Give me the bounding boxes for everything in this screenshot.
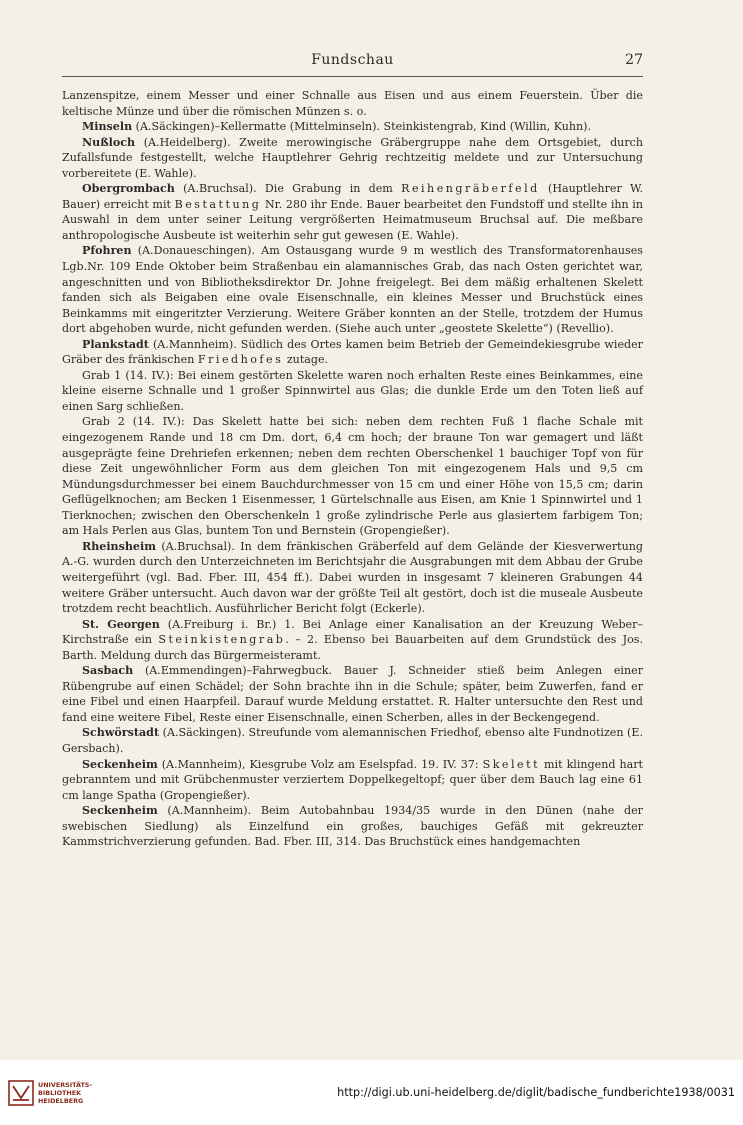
paragraph [62, 414, 643, 538]
paragraph [62, 119, 643, 135]
spaced-term: Skelett [482, 757, 541, 771]
library-logo[interactable] [8, 1078, 128, 1114]
place-name: Nußloch [82, 135, 136, 149]
paragraph-text: Lanzenspitze, einem Messer und einer Schnalle aus Eisen und aus einem Feuerstein. Über die keltische Münze und über die römischen Münzen s. o. [62, 89, 643, 118]
paragraph-text: (A.Mannheim). Beim Autobahnbau 1934/35 wurde in den Dünen (nahe der swebischen Siedlung) als Einzelfund ein großes, bauchiges Gefäß mit gekreuzter Kammstrichverzierung gefunden. Bad. Fber. III, 314. Das Bruchstück eines handgemachten [62, 804, 643, 849]
page-number: 27 [625, 52, 643, 68]
paragraph [62, 135, 643, 182]
paragraph [62, 368, 643, 415]
paragraph-text: (A.Donaueschingen). Am Ostausgang wurde 9 m westlich des Transformatorenhauses Lgb.Nr. 109 Ende Oktober beim Straßenbau ein alamannisches Grab, das nach Osten gerichtet war, angeschnitten und von Bibliotheksdirektor Dr. Johne freigelegt. Bei dem mäßig erhaltenen Skelett fanden sich als Beigaben eine ovale Eisenschnalle, ein kleines Messer und Bruchstück eines Beinkamms mit eingeritzter Verzierung. Weitere Gräber konnten an der Stelle, trotzdem der Humus dort abgehoben wurde, nicht gefunden werden. (Siehe auch unter „geostete Skelette“) (Revellio). [62, 244, 643, 336]
paragraph-text: (A.Säckingen). Streufunde vom alemannischen Friedhof, ebenso alte Fundnotizen (E. Gersbach). [62, 726, 643, 755]
header-rule [62, 76, 643, 77]
paragraph [62, 337, 643, 368]
viewer-footer [0, 1060, 743, 1125]
running-title: Fundschau [311, 52, 394, 68]
paragraph [62, 88, 643, 119]
paragraph [62, 617, 643, 664]
paragraph-text: . – 2. Ebenso bei Bauarbeiten auf dem Grundstück des Jos. Barth. Meldung durch das Bürgermeisteramt. [62, 633, 643, 662]
spaced-term: Bestattung [174, 197, 262, 211]
place-name: Obergrombach [82, 182, 175, 196]
paragraph-text: (Hauptlehrer W. Bauer) erreicht mit [62, 182, 643, 211]
paragraph [62, 539, 643, 617]
permalink-url[interactable]: http://digi.ub.uni-heidelberg.de/diglit/badische_fundberichte1938/0031 [337, 1086, 735, 1099]
place-name: Schwörstadt [82, 726, 160, 740]
paragraph-text: zutage. [283, 353, 329, 367]
paragraph-text: Grab 1 (14. IV.): Bei einem gestörten Skelette waren noch erhalten Reste eines Beinkammes, eine kleine eiserne Schnalle und 1 großer Spinnwirtel aus Glas; die dunkle Erde um den Toten ließ auf einen Sarg schließen. [62, 368, 643, 413]
place-name: Seckenheim [82, 804, 158, 818]
place-name: Rheinsheim [82, 539, 156, 553]
paragraph-text: (A.Freiburg i. Br.) 1. Bei Anlage einer Kanalisation an der Kreuzung Weber–Kirchstraße ein [62, 617, 643, 647]
spaced-term: Friedhofes [197, 353, 284, 367]
paragraph-text: (A.Heidelberg). Zweite merowingische Gräbergruppe nahe dem Ortsgebiet, durch Zufallsfunde festgestellt, welche Hauptlehrer Gehrig rechtzeitig meldete und zur Untersuchung vorbereitete (E. Wahle). [62, 135, 643, 180]
running-header [62, 52, 643, 76]
paragraph-text: (A.Bruchsal). Die Grabung in dem [174, 182, 402, 196]
paragraph-text: (A.Säckingen)–Kellermatte (Mittelminseln). Steinkistengrab, Kind (Willin, Kuhn). [132, 120, 592, 134]
paragraph [62, 663, 643, 725]
spaced-term: Reihengräberfeld [401, 182, 540, 196]
spaced-term: Steinkistengrab [158, 633, 286, 647]
paragraph [62, 181, 643, 243]
paragraph [62, 803, 643, 850]
place-name: Seckenheim [82, 757, 158, 771]
place-name: Sasbach [82, 664, 134, 678]
body-text [62, 88, 643, 850]
paragraph-text: (A.Mannheim), Kiesgrube Volz am Eselspfad. 19. IV. 37: [157, 757, 483, 771]
paragraph-text: (A.Bruchsal). In dem fränkischen Gräberfeld auf dem Gelände der Kiesverwertung A.-G. wurden durch den Unterzeichneten im Berichtsjahr die Ausgrabungen mit dem Abbau der Grube weitergeführt (vgl. Bad. Fber. III, 454 ff.). Dabei wurden in insgesamt 7 kleineren Grabungen 44 weitere Gräber untersucht. Auch davon war der größte Teil alt gestört, doch ist die museale Ausbeute trotzdem recht beachtlich. Ausführlicher Bericht folgt (Eckerle). [62, 539, 643, 616]
paragraph [62, 243, 643, 336]
paragraph-text: Grab 2 (14. IV.): Das Skelett hatte bei sich: neben dem rechten Fuß 1 flache Schale mit eingezogenem Rande und 18 cm Dm. dort, 6,4 cm hoch; der braune Ton war gemagert und läßt ausgeprägte feine Drehriefen erkennen; neben dem rechten Oberschenkel 1 bauchiger Topf von für diese Zeit ungewöhnlicher Form aus dem gleichen Ton mit eingezogenem Hals und 9,5 cm Mündungsdurchmesser bei einem Bauchdurchmesser von 15 cm und einer Höhe von 15,5 cm; darin Geflügelknochen; am Becken 1 Eisenmesser, 1 Gürtelschnalle aus Eisen, am Knie 1 Spinnwirtel und 1 Tierknochen; zwischen den Oberschenkeln 1 große zylindrische Perle aus glasiertem farbigem Ton; am Hals Perlen aus Glas, buntem Ton und Bernstein (Gropengießer). [62, 415, 643, 538]
paragraph-text: mit klingend hart gebranntem und mit Grübchenmuster verziertem Doppelkegeltopf; quer über dem Bauch lag eine 61 cm lange Spatha (Gropengießer). [62, 757, 643, 802]
place-name: Plankstadt [82, 337, 149, 351]
paragraph-text: Nr. 280 ihr Ende. Bauer bearbeitet den Fundstoff und stellte ihn in Auswahl in dem unter seiner Leitung vergrößerten Heimatmuseum Bruchsal auf. Die meßbare anthropologische Ausbeute ist weiterhin sehr gut gewesen (E. Wahle). [62, 197, 643, 242]
paragraph-text: (A.Emmendingen)–Fahrwegbuck. Bauer J. Schneider stieß beim Anlegen einer Rübengrube auf einen Schädel; der Sohn brachte ihn in die Schule; später, beim Zuwerfen, fand er eine Fibel und einen Haarpfeil. Darauf wurde Meldung erstattet. R. Halter untersuchte den Rest und fand eine weitere Fibel, Reste einer Eisenschnalle, einen Scherben, alles in der Beckengegend. [62, 664, 643, 724]
place-name: Minseln [82, 120, 133, 134]
place-name: St. Georgen [82, 617, 160, 631]
paragraph [62, 757, 643, 804]
seal-icon [8, 1080, 34, 1106]
logo-text: UNIVERSITÄTS- BIBLIOTHEK HEIDELBERG [38, 1081, 93, 1105]
paragraph [62, 725, 643, 756]
paragraph-text: (A.Mannheim). Südlich des Ortes kamen beim Betrieb der Gemeindekiesgrube wieder Gräber des fränkischen [62, 337, 643, 367]
place-name: Pfohren [82, 244, 132, 258]
